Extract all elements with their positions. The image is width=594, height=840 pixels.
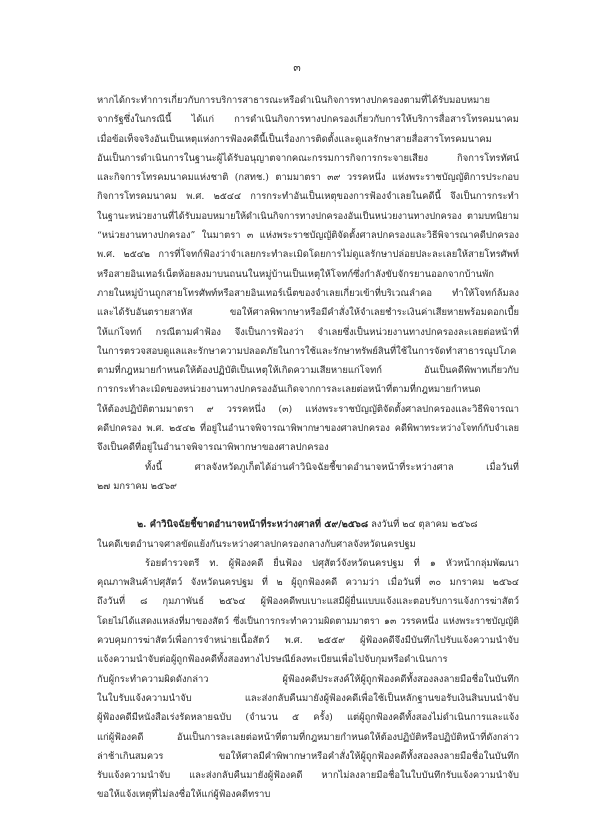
paragraph-1 (97, 91, 519, 458)
text-line: หากได้กระทำการเกี่ยวกับการบริการสาธารณะหรือดำเนินกิจการทางปกครองตามที่ได้รับมอบหมาย (97, 95, 490, 106)
paragraph-3 (97, 554, 519, 805)
text-line: และกิจการโทรคมนาคมแห่งชาติ (กสทช.) ตามมาตรา ๓๙ วรรคหนึ่ง แห่งพระราชบัญญัติการประกอบ (97, 172, 519, 184)
text-line: ในใบรับแจ้งความนำจับ และส่งกลับคืนมายังผู้ฟ้องคดีเพื่อใช้เป็นหลักฐานขอรับเงินสินบนนำจับ (97, 692, 519, 704)
page-number: ๓ (293, 61, 301, 74)
text-line: ร้อยตำรวจตรี ท. ผู้ฟ้องคดี ยื่นฟ้อง ปศุสัตว์จังหวัดนครปฐม ที่ ๑ หัวหน้ากลุ่มพัฒนา (145, 557, 519, 569)
text-line: ถึงวันที่ ๘ กุมภาพันธ์ ๒๕๖๔ ผู้ฟ้องคดีพบเบาะแสมีผู้ยื่นแบบแจ้งและตอบรับการแจ้งการฆ่าสัตว์ (97, 596, 519, 608)
text-line: ควบคุมการฆ่าสัตว์เพื่อการจำหน่ายเนื้อสัตว์ พ.ศ. ๒๕๕๙ ผู้ฟ้องคดีจึงมีบันทึกไปรับแจ้งความนำจับ (97, 635, 519, 647)
text-line: และได้รับอันตรายสาหัส ขอให้ศาลพิพากษาหรือมีคำสั่งให้จำเลยชำระเงินค่าเสียหายพร้อมดอกเบี้ย (97, 307, 519, 319)
paragraph-2 (97, 458, 519, 497)
text-line: พ.ศ. ๒๕๔๒ การที่โจทก์ฟ้องว่าจำเลยกระทำละเมิดโดยการไม่ดูแลรักษาปล่อยปละละเลยให้สายโทรศัพท์ (97, 249, 519, 261)
text-line: เมื่อข้อเท็จจริงอันเป็นเหตุแห่งการฟ้องคดีนี้เป็นเรื่องการติดตั้งและดูแลรักษาสายสื่อสารโทรคมนาคม (97, 133, 492, 145)
text-line: หรือสายอินเทอร์เน็ตห้อยลงมาบนถนนในหมู่บ้านเป็นเหตุให้โจทก์ซึ่งกำลังขับจักรยานออกจากบ้านพัก (97, 268, 494, 280)
text-line: แจ้งความนำจับต่อผู้ถูกฟ้องคดีทั้งสองทางไปรษณีย์ลงทะเบียนเพื่อไปจับกุมหรือดำเนินการ (97, 654, 448, 666)
text-line: “หน่วยงานทางปกครอง” ในมาตรา ๓ แห่งพระราชบัญญัติจัดตั้งศาลปกครองและวิธีพิจารณาคดีปกครอง (97, 230, 519, 242)
section-subline: ในคดีเขตอำนาจศาลขัดแย้งกันระหว่างศาลปกครองกลางกับศาลจังหวัดนครปฐม (97, 538, 416, 550)
text-line: โดยไม่ได้แสดงแหล่งที่มาของสัตว์ ซึ่งเป็นการกระทำความผิดตามมาตรา ๑๓ วรรคหนึ่ง แห่งพระราชบัญญัติ (97, 615, 519, 627)
text-line: ให้แก่โจทก์ กรณีตามคำฟ้อง จึงเป็นการฟ้องว่า จำเลยซึ่งเป็นหน่วยงานทางปกครองละเลยต่อหน้าที่ (97, 326, 519, 338)
section-2-heading-block (97, 515, 519, 554)
text-line: รับแจ้งความนำจับ และส่งกลับคืนมายังผู้ฟ้องคดี หากไม่ลงลายมือชื่อในใบบันทึกรับแจ้งความนำจับ (97, 770, 519, 782)
text-line: จากรัฐซึ่งในกรณีนี้ ได้แก่ การดำเนินกิจการทางปกครองเกี่ยวกับการให้บริการสื่อสารโทรคมนาคม (97, 114, 519, 126)
paragraph-spacer (97, 496, 519, 515)
text-line: อันเป็นการดำเนินการในฐานะผู้ได้รับอนุญาตจากคณะกรรมการกิจการกระจายเสียง กิจการโทรทัศน์ (97, 152, 519, 164)
text-line: กิจการโทรคมนาคม พ.ศ. ๒๕๔๔ การกระทำอันเป็นเหตุของการฟ้องจำเลยในคดีนี้ จึงเป็นการกระทำ (97, 191, 519, 203)
section-heading-title: ๒. คำวินิจฉัยชี้ขาดอำนาจหน้าที่ระหว่างศาลที่ ๕๙/๒๕๖๘ (137, 519, 369, 531)
text-line: คดีปกครอง พ.ศ. ๒๕๔๒ ที่อยู่ในอำนาจพิจารณาพิพากษาของศาลปกครอง คดีพิพาทระหว่างโจทก์กับจำเลย (97, 423, 519, 435)
text-line: ล่าช้าเกินสมควร ขอให้ศาลมีคำพิพากษาหรือคำสั่งให้ผู้ถูกฟ้องคดีทั้งสองลงลายมือชื่อในบันทึก (97, 750, 519, 762)
text-line: ให้ต้องปฏิบัติตามมาตรา ๙ วรรคหนึ่ง (๓) แห่งพระราชบัญญัติจัดตั้งศาลปกครองและวิธีพิจารณา (97, 403, 519, 415)
text-line: ภายในหมู่บ้านถูกสายโทรศัพท์หรือสายอินเทอร์เน็ตของจำเลยเกี่ยวเข้าที่บริเวณลำคอ ทำให้โจทก์ล้มลง (97, 287, 519, 299)
text-line: ตามที่กฎหมายกำหนดให้ต้องปฏิบัติเป็นเหตุให้เกิดความเสียหายแก่โจทก์ อันเป็นคดีพิพาทเกี่ยวกับ (97, 365, 519, 377)
document-body (97, 91, 519, 805)
section-heading (97, 515, 519, 534)
text-line: แก่ผู้ฟ้องคดี อันเป็นการละเลยต่อหน้าที่ตามที่กฎหมายกำหนดให้ต้องปฏิบัติหรือปฏิบัติหน้าที่ดังกล่าว (97, 731, 519, 743)
text-line: ทั้งนี้ ศาลจังหวัดภูเก็ตได้อ่านคำวินิจฉัยชี้ขาดอำนาจหน้าที่ระหว่างศาล เมื่อวันที่ (145, 461, 519, 473)
text-line: จึงเป็นคดีที่อยู่ในอำนาจพิจารณาพิพากษาของศาลปกครอง (97, 442, 329, 454)
text-line: ผู้ฟ้องคดีมีหนังสือเร่งรัดหลายฉบับ (จำนวน ๕ ครั้ง) แต่ผู้ถูกฟ้องคดีทั้งสองไม่ดำเนินการและแจ้ง (97, 712, 519, 724)
section-heading-date: ลงวันที่ ๒๔ ตุลาคม ๒๕๖๘ (368, 519, 478, 531)
text-line: ขอให้แจ้งเหตุที่ไม่ลงชื่อให้แก่ผู้ฟ้องคดีทราบ (97, 789, 271, 801)
text-line: ในฐานะหน่วยงานที่ได้รับมอบหมายให้ดำเนินกิจการทางปกครองอันเป็นหน่วยงานทางปกครอง ตามบทนิยาม (97, 210, 519, 222)
text-line: การกระทำละเมิดของหน่วยงานทางปกครองอันเกิดจากการละเลยต่อหน้าที่ตามที่กฎหมายกำหนด (97, 384, 481, 396)
text-line: กับผู้กระทำความผิดดังกล่าว ผู้ฟ้องคดีประสงค์ให้ผู้ถูกฟ้องคดีทั้งสองลงลายมือชื่อในบันทึก (97, 673, 519, 685)
text-line: ๒๗ มกราคม ๒๕๖๙ (97, 480, 177, 492)
text-line: ในการตรวจสอบดูแลและรักษาความปลอดภัยในการใช้และรักษาทรัพย์สินที่ใช้ในการจัดทำสาธารณูปโภค (97, 345, 517, 357)
text-line: คุณภาพสินค้าปศุสัตว์ จังหวัดนครปฐม ที่ ๒ ผู้ถูกฟ้องคดี ความว่า เมื่อวันที่ ๓๐ มกราคม ๒๕๖๔ (97, 577, 519, 589)
